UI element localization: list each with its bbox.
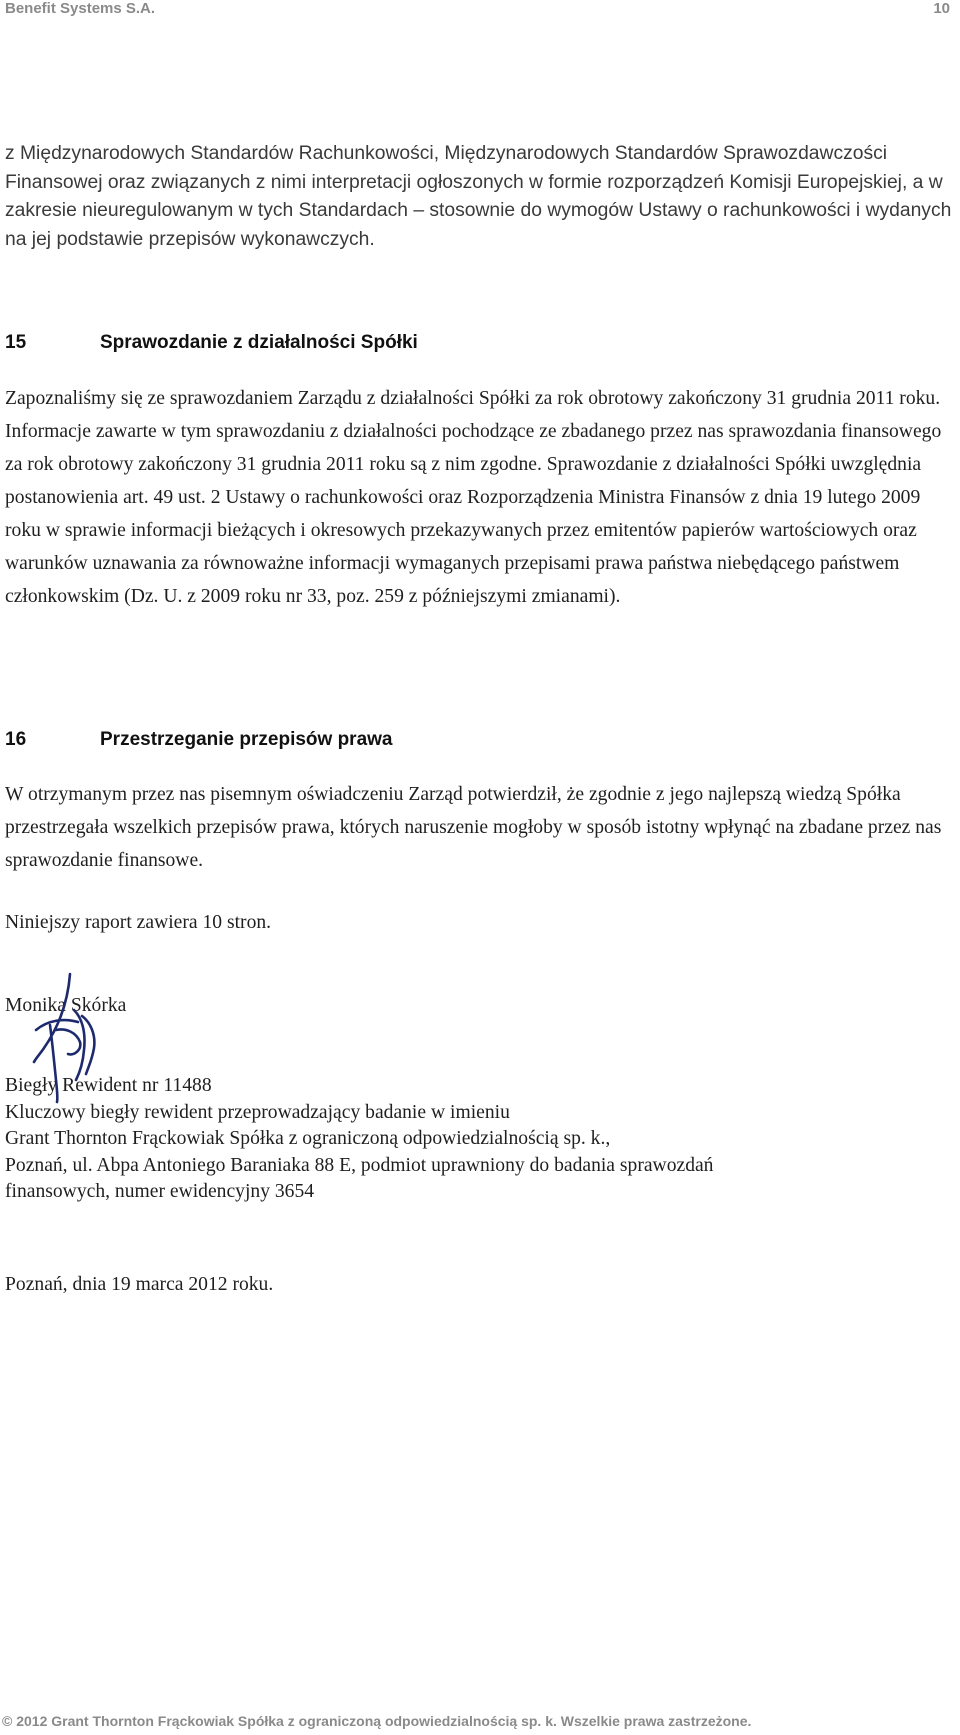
intro-paragraph: z Międzynarodowych Standardów Rachunkowości, Międzynarodowych Standardów Sprawozdawczości Finansowej oraz związanych z nimi interpretacji ogłoszonych w formie rozporządzeń Komisji Europejskiej, a w zakresie nieuregulowanym w tych Standardach – stosownie do wymogów Ustawy o rachunkowości i wydanych na jej podstawie przepisów wykonawczych. [5, 143, 952, 250]
signatory-details [5, 1073, 955, 1206]
signatory-line-4: Poznań, ul. Abpa Antoniego Baraniaka 88 E, podmiot uprawniony do badania sprawozdań [5, 1154, 714, 1176]
header-company-name: Benefit Systems S.A. [5, 0, 156, 17]
page-header [5, 0, 950, 20]
section-15-title: Sprawozdanie z działalności Spółki [100, 332, 418, 353]
signatory-name: Monika Skórka [5, 995, 127, 1016]
header-page-number: 10 [933, 0, 950, 17]
section-15-body: Zapoznaliśmy się ze sprawozdaniem Zarządu z działalności Spółki za rok obrotowy zakończony 31 grudnia 2011 roku. Informacje zawarte w tym sprawozdaniu z działalności pochodzące ze zbadanego przez nas sprawozdania finansowego za rok obrotowy zakończony 31 grudnia 2011 roku są z nim zgodne. Sprawozdanie z działalności Spółki uwzględnia postanowienia art. 49 ust. 2 Ustawy o rachunkowości oraz Rozporządzenia Ministra Finansów z dnia 19 lutego 2009 roku w sprawie informacji bieżących i okresowych przekazywanych przez emitentów papierów wartościowych oraz warunków uznawania za równoważne informacji wymaganych przepisami prawa państwa niebędącego państwem członkowskim (Dz. U. z 2009 roku nr 33, poz. 259 z późniejszymi zmianami). [5, 388, 942, 607]
page-footer: © 2012 Grant Thornton Frąckowiak Spółka z ograniczoną odpowiedzialnością sp. k. Wszelkie prawa zastrzeżone. [2, 1713, 752, 1729]
report-pages-note: Niniejszy raport zawiera 10 stron. [5, 912, 272, 933]
place-and-date: Poznań, dnia 19 marca 2012 roku. [5, 1274, 274, 1295]
signatory-line-1: Biegły Rewident nr 11488 [5, 1075, 212, 1096]
section-16-number: 16 [5, 729, 27, 750]
signatory-line-3: Grant Thornton Frąckowiak Spółka z ograniczoną odpowiedzialnością sp. k., [5, 1128, 611, 1149]
section-16-body: W otrzymanym przez nas pisemnym oświadczeniu Zarząd potwierdził, że zgodnie z jego najlepszą wiedzą Spółka przestrzegała wszelkich przepisów prawa, których naruszenie mogłoby w sposób istotny wpłynąć na zbadane przez nas sprawozdanie finansowe. [5, 784, 942, 871]
signatory-line-5: finansowych, numer ewidencyjny 3654 [5, 1181, 315, 1202]
section-16-title: Przestrzeganie przepisów prawa [100, 729, 393, 750]
signatory-line-2: Kluczowy biegły rewident przeprowadzający badanie w imieniu [5, 1101, 510, 1123]
section-15-number: 15 [5, 332, 27, 353]
